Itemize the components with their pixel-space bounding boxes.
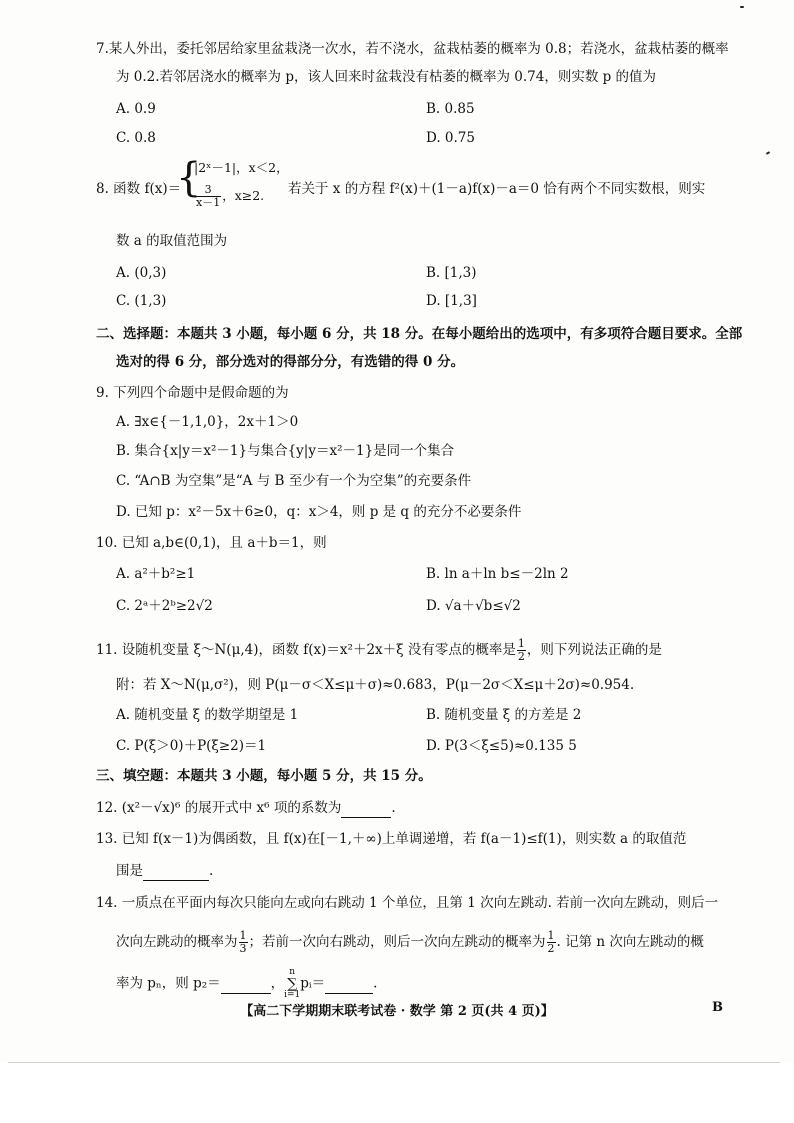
q13-answer-blank[interactable]: [143, 862, 209, 881]
paper-version-mark: B: [712, 1000, 723, 1015]
q7-line-1: 7.某人外出，委托邻居给家里盆栽浇一次水，若不浇水，盆栽枯萎的概率为 0.8；若浇水，盆栽枯萎的概率: [96, 41, 729, 57]
section-3-heading: 三、填空题：本题共 3 小题，每小题 5 分，共 15 分。: [96, 768, 432, 784]
q14-line-3-c: pᵢ＝: [300, 975, 326, 992]
q13-end: .: [209, 863, 214, 879]
q10-option-b: B. ln a＋ln b≤－2ln 2: [426, 566, 569, 582]
q9-stem: 9. 下列四个命题中是假命题的为: [96, 385, 289, 401]
q8-tail: 若关于 x 的方程 f²(x)＋(1－a)f(x)－a＝0 恰有两个不同实数根，则实: [288, 181, 706, 197]
q11-option-c: C. P(ξ＞0)＋P(ξ≥2)＝1: [116, 738, 267, 754]
q14-end: .: [373, 975, 378, 992]
q14-fraction-2-numerator: 1: [547, 929, 555, 942]
scan-speck: [740, 6, 744, 8]
q14-line-3-b: ，: [270, 975, 285, 992]
q14-answer-blank-2[interactable]: [325, 975, 373, 994]
q8-option-a: A. (0,3): [116, 265, 167, 281]
q7-option-d: D. 0.75: [426, 130, 475, 146]
q14-fraction-1: [239, 930, 248, 955]
q7-option-c: C. 0.8: [116, 130, 156, 146]
q10-option-c: C. 2ᵃ＋2ᵇ≥2√2: [116, 598, 213, 614]
q8-piece-2-denominator: x－1: [196, 196, 221, 209]
q8-line-2: 数 a 的取值范围为: [116, 233, 228, 249]
piecewise-brace: {: [176, 155, 202, 201]
q13-line-1: 13. 已知 f(x－1)为偶函数，且 f(x)在[－1,＋∞)上单调递增，若 f(a－1)≤f(1)，则实数 a 的取值范: [96, 831, 687, 847]
q14-line-1: 14. 一质点在平面内每次只能向左或向右跳动 1 个单位，且第 1 次向左跳动. 若前一次向左跳动，则后一: [96, 895, 719, 911]
q8-option-c: C. (1,3): [116, 293, 167, 309]
q8-piece-2-numerator: 3: [195, 184, 221, 197]
sum-lower-limit: i=1: [284, 990, 301, 1000]
q11-option-d: D. P(3＜ξ≤5)≈0.135 5: [426, 738, 577, 754]
q14-line-2: [116, 930, 704, 955]
q14-answer-blank-1[interactable]: [221, 975, 271, 994]
q14-line-2-a: 次向左跳动的概率为: [116, 934, 238, 950]
q14-fraction-1-denominator: 3: [239, 942, 247, 955]
q14-line-2-b: ；若前一次向右跳动，则后一次向左跳动的概率为: [248, 934, 546, 950]
q13-line-2: [116, 862, 213, 881]
q8-piece-2-tail: ，x≥2.: [222, 188, 265, 203]
q10-stem: 10. 已知 a,b∈(0,1)，且 a＋b＝1，则: [96, 535, 327, 551]
q8-lead: 8. 函数 f(x)＝: [96, 181, 182, 197]
q11-stem-post: ，则下列说法正确的是: [526, 642, 662, 658]
q11-stem: [96, 638, 662, 663]
section-2-heading: 二、选择题：本题共 3 小题，每小题 6 分，共 18 分。在每小题给出的选项中，有多项符合题目要求。全部: [96, 326, 743, 342]
q12-answer-blank[interactable]: [341, 799, 391, 818]
q8-option-d: D. [1,3]: [426, 293, 477, 309]
q8-option-b: B. [1,3): [426, 265, 477, 281]
q11-fraction-numerator: 1: [517, 637, 525, 650]
q7-option-a: A. 0.9: [116, 101, 156, 117]
q9-option-a: A. ∃x∈{－1,1,0}，2x＋1＞0: [116, 414, 299, 430]
sum-sigma: ∑: [287, 976, 298, 992]
q10-option-a: A. a²＋b²≥1: [116, 566, 196, 582]
q14-fraction-2-denominator: 2: [547, 942, 555, 955]
q8-piece-2: [194, 184, 264, 209]
q9-option-d: D. 已知 p：x²－5x＋6≥0，q：x＞4，则 p 是 q 的充分不必要条件: [116, 504, 522, 520]
page-edge-divider: [8, 1062, 780, 1063]
sum-upper-limit: n: [289, 967, 296, 977]
scan-speck: [766, 151, 770, 155]
q9-option-b: B. 集合{x|y＝x²－1}与集合{y|y＝x²－1}是同一个集合: [116, 443, 455, 459]
q8-piece-1: |2ˣ－1|，x＜2，: [194, 160, 289, 175]
q12-question: 12. (x²－√x)⁶ 的展开式中 x⁶ 项的系数为: [96, 800, 342, 816]
q14-fraction-1-numerator: 1: [239, 929, 247, 942]
section-2-line-2: 选对的得 6 分，部分选对的得部分分，有选错的得 0 分。: [116, 354, 465, 370]
q11-stem-pre: 11. 设随机变量 ξ～N(μ,4)，函数 f(x)＝x²＋2x＋ξ 没有零点的概率是: [96, 642, 516, 658]
q14-line-3-a: 率为 pₙ，则 p₂＝: [116, 975, 221, 992]
q7-line-2: 为 0.2.若邻居浇水的概率为 p，该人回来时盆栽没有枯萎的概率为 0.74，则实数 p 的值为: [116, 69, 657, 85]
q11-option-a: A. 随机变量 ξ 的数学期望是 1: [116, 707, 299, 723]
q13-line-2-text: 围是: [116, 863, 143, 879]
q11-option-b: B. 随机变量 ξ 的方差是 2: [426, 707, 582, 723]
q10-option-d: D. √a＋√b≤√2: [426, 598, 521, 614]
q11-fraction-denominator: 2: [517, 650, 525, 663]
q9-option-c: C. “A∩B 为空集”是“A 与 B 至少有一个为空集”的充要条件: [116, 473, 472, 489]
page-footer: 【高二下学期期末联考试卷 · 数学 第 2 页(共 4 页)】: [240, 1004, 554, 1019]
q8-piece-2-fraction: [195, 184, 221, 209]
q14-line-2-c: . 记第 n 次向左跳动的概: [556, 934, 704, 950]
q12-end: .: [391, 800, 396, 816]
q11-note: 附：若 X～N(μ,σ²)，则 P(μ－σ＜X≤μ＋σ)≈0.683，P(μ－2σ＜X≤μ＋2σ)≈0.954.: [116, 677, 635, 693]
q12-text: [96, 799, 396, 818]
q11-fraction: [517, 638, 526, 663]
summation-symbol: [284, 968, 300, 1000]
q7-option-b: B. 0.85: [426, 101, 475, 117]
q14-line-3: [116, 968, 377, 1000]
q14-fraction-2: [547, 930, 556, 955]
